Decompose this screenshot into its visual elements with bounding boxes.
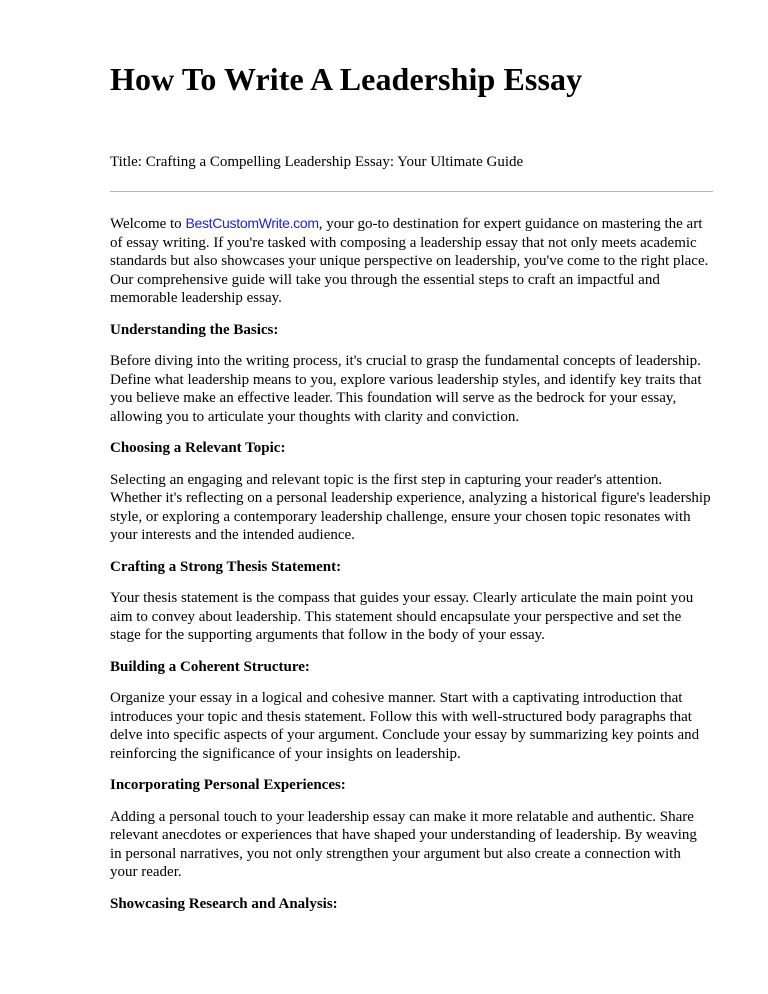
section-heading-thesis-statement: Crafting a Strong Thesis Statement: xyxy=(110,558,342,575)
horizontal-rule xyxy=(110,191,713,192)
page-title: How To Write A Leadership Essay xyxy=(110,61,583,97)
essay-content xyxy=(110,214,712,913)
section-text-personal-experiences: Adding a personal touch to your leadership essay can make it more relatable and authentic. Share relevant anecdotes or experiences that have shaped your understanding of leadership. By weaving in personal narratives, you not only strengthen your argument but also create a connection with your reader. xyxy=(110,808,697,881)
intro-text-before-link: Welcome to xyxy=(110,216,186,233)
section-heading-understanding-basics: Understanding the Basics: xyxy=(110,321,279,338)
section-heading-personal-experiences: Incorporating Personal Experiences: xyxy=(110,777,346,794)
section-text-thesis-statement: Your thesis statement is the compass that guides your essay. Clearly articulate the main point you aim to convey about leadership. This statement should encapsulate your perspective and set the stage for the supporting arguments that follow in the body of your essay. xyxy=(110,590,694,644)
section-heading-choosing-topic: Choosing a Relevant Topic: xyxy=(110,440,286,457)
bestcustomwrite-link[interactable]: BestCustomWrite.com xyxy=(185,215,319,232)
intro-paragraph xyxy=(110,214,712,308)
section-heading-coherent-structure: Building a Coherent Structure: xyxy=(110,658,310,675)
section-text-choosing-topic: Selecting an engaging and relevant topic is the first step in capturing your reader's attention. Whether it's reflecting on a personal leadership experience, analyzing a historical figure's leadership style, or exploring a contemporary leadership challenge, ensure your chosen topic resonates with your interests and the intended audience. xyxy=(110,471,711,544)
section-text-coherent-structure: Organize your essay in a logical and cohesive manner. Start with a captivating introduction that introduces your topic and thesis statement. Follow this with well-structured body paragraphs that delve into specific aspects of your argument. Conclude your essay by summarizing key points and reinforcing the significance of your insights on leadership. xyxy=(110,690,700,762)
section-text-understanding-basics: Before diving into the writing process, it's crucial to grasp the fundamental concepts of leadership. Define what leadership means to you, explore various leadership styles, and identify key traits that you believe make an effective leader. This foundation will serve as the bedrock for your essay, allowing you to articulate your thoughts with clarity and conviction. xyxy=(110,353,702,425)
intro-text-after-link: , your go-to destination for expert guidance on mastering the art of essay writing. If you're tasked with composing a leadership essay that not only meets academic standards but also showcases your unique perspective on leadership, you've come to the right place. Our comprehensive guide will take you through the essential steps to craft an impactful and memorable leadership essay. xyxy=(110,216,709,307)
document-subtitle: Title: Crafting a Compelling Leadership Essay: Your Ultimate Guide xyxy=(110,154,524,171)
section-heading-research-analysis: Showcasing Research and Analysis: xyxy=(110,895,338,912)
